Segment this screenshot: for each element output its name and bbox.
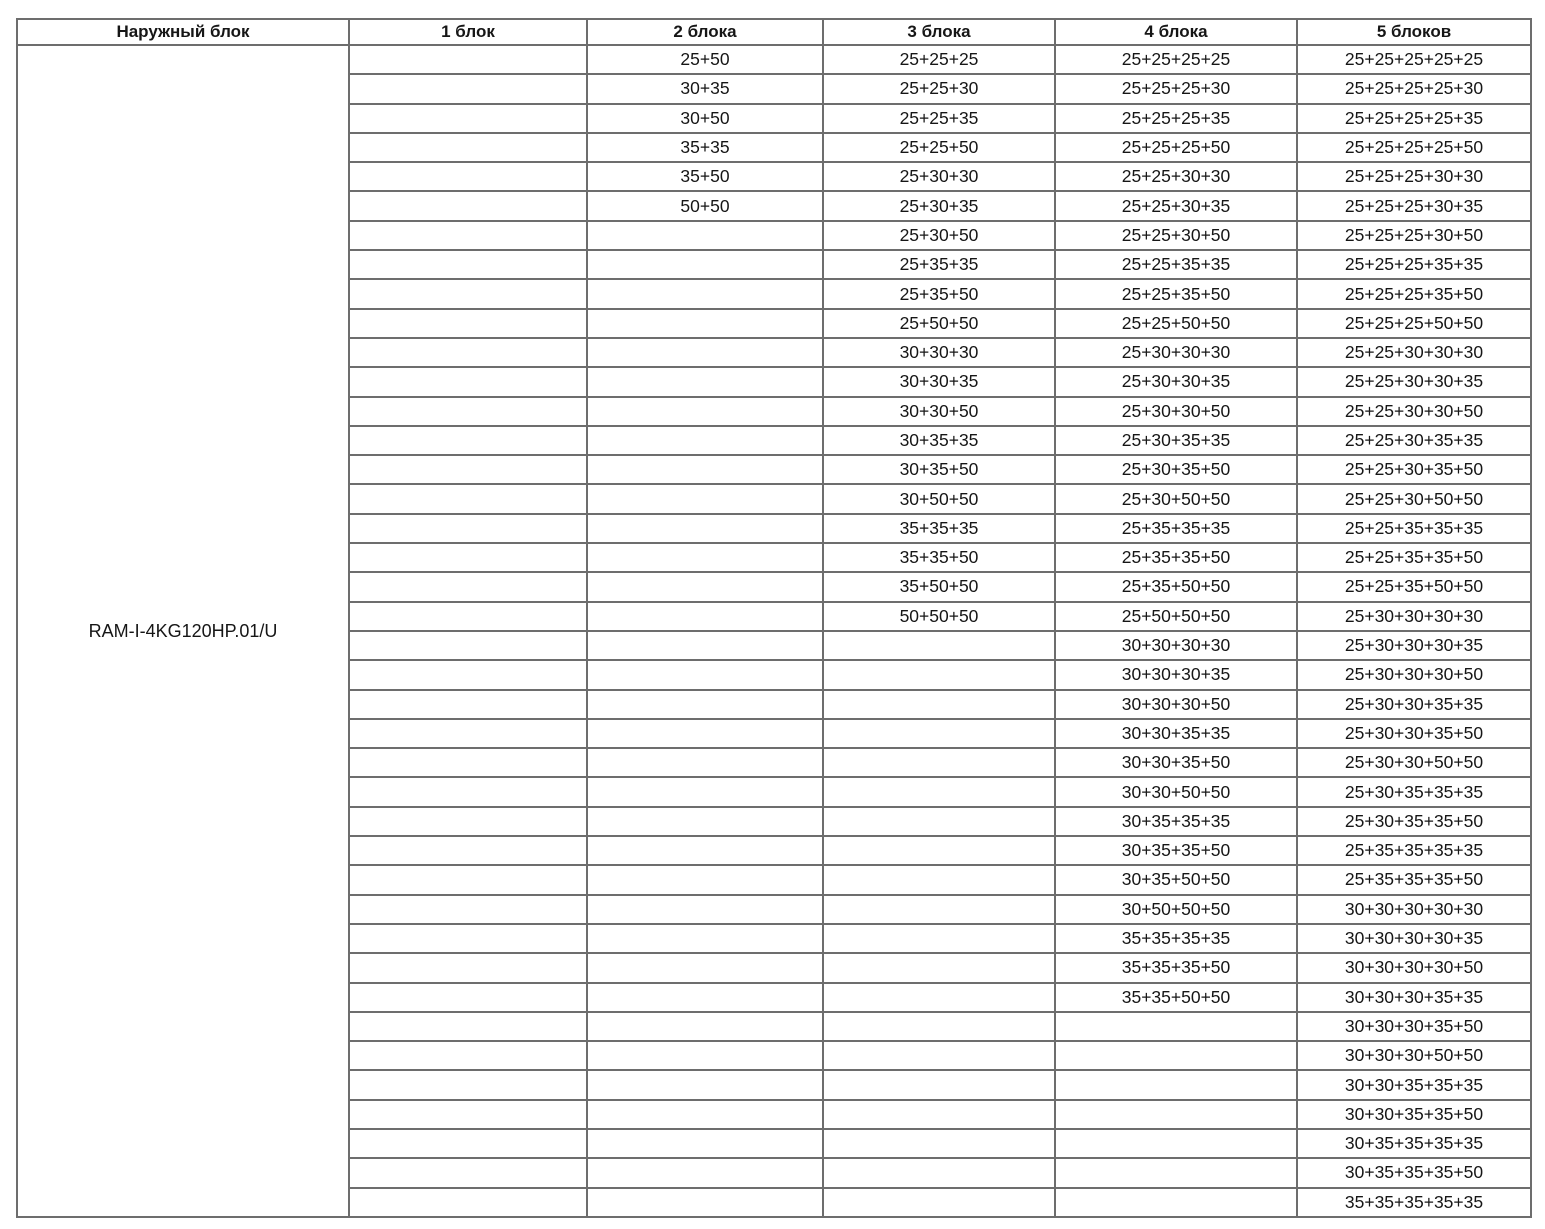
combination-cell [349, 983, 587, 1012]
combination-cell: 25+25+25+30+30 [1297, 162, 1531, 191]
combination-cell: 25+30+30+50 [1055, 397, 1297, 426]
combination-cell [587, 807, 823, 836]
combination-cell [1055, 1158, 1297, 1187]
combination-cell: 25+25+50 [823, 133, 1055, 162]
combination-cell: 30+30+30+35+35 [1297, 983, 1531, 1012]
combination-cell: 25+35+50+50 [1055, 572, 1297, 601]
combination-cell: 35+35+35+35 [1055, 924, 1297, 953]
combination-cell: 30+30+30+35 [1055, 660, 1297, 689]
combination-cell [587, 1012, 823, 1041]
combination-cell: 35+35+35 [823, 514, 1055, 543]
combination-cell [349, 631, 587, 660]
combination-cell [587, 895, 823, 924]
combination-cell [1055, 1100, 1297, 1129]
combination-cell [349, 748, 587, 777]
combination-cell: 25+30+30+30+50 [1297, 660, 1531, 689]
combination-cell: 25+50+50 [823, 309, 1055, 338]
combination-cell [823, 719, 1055, 748]
combination-cell: 25+35+35+50 [1055, 543, 1297, 572]
combination-cell: 25+50 [587, 45, 823, 74]
combination-cell [349, 1041, 587, 1070]
combination-cell [349, 924, 587, 953]
combination-cell [587, 953, 823, 982]
combination-cell: 30+30+35+35+35 [1297, 1070, 1531, 1099]
combination-cell: 30+50+50+50 [1055, 895, 1297, 924]
combination-cell: 25+35+50 [823, 279, 1055, 308]
header-3-blocks: 3 блока [823, 19, 1055, 45]
combination-cell [587, 983, 823, 1012]
combination-cell [587, 719, 823, 748]
combination-cell [1055, 1012, 1297, 1041]
combination-cell [349, 162, 587, 191]
combination-cell [587, 777, 823, 806]
combination-cell [823, 1012, 1055, 1041]
combination-cell [823, 690, 1055, 719]
combination-cell [349, 1188, 587, 1217]
combination-cell: 25+25+25+30+50 [1297, 221, 1531, 250]
combination-cell: 25+25+35+50+50 [1297, 572, 1531, 601]
combination-cell: 30+50 [587, 104, 823, 133]
combination-cell: 30+30+30+30+50 [1297, 953, 1531, 982]
header-5-blocks: 5 блоков [1297, 19, 1531, 45]
combination-cell: 30+30+50+50 [1055, 777, 1297, 806]
combination-cell: 35+50 [587, 162, 823, 191]
table-row [17, 45, 1531, 74]
combination-cell: 25+35+35 [823, 250, 1055, 279]
combination-cell: 25+30+30 [823, 162, 1055, 191]
combination-cell [587, 602, 823, 631]
header-1-block: 1 блок [349, 19, 587, 45]
combination-cell [587, 924, 823, 953]
combination-cell [823, 1070, 1055, 1099]
combination-cell: 25+30+30+30 [1055, 338, 1297, 367]
combination-cell: 25+30+30+30+30 [1297, 602, 1531, 631]
combination-cell: 25+25+25+50+50 [1297, 309, 1531, 338]
combination-cell [587, 426, 823, 455]
combination-cell: 30+30+35+35 [1055, 719, 1297, 748]
combination-cell: 30+35 [587, 74, 823, 103]
combination-cell [349, 455, 587, 484]
combination-cell [587, 748, 823, 777]
combination-cell [823, 1100, 1055, 1129]
combination-cell [1055, 1041, 1297, 1070]
combination-cell: 35+50+50 [823, 572, 1055, 601]
combination-cell: 25+25+35 [823, 104, 1055, 133]
combination-cell: 30+35+35+35+50 [1297, 1158, 1531, 1187]
combination-cell [587, 1188, 823, 1217]
combination-cell: 30+30+30 [823, 338, 1055, 367]
combination-cell [349, 397, 587, 426]
combination-cell: 25+25+25+25+25 [1297, 45, 1531, 74]
combination-cell: 25+25+30+30+30 [1297, 338, 1531, 367]
combination-cell: 25+25+30+30+50 [1297, 397, 1531, 426]
combination-cell: 25+25+30+50 [1055, 221, 1297, 250]
combination-cell: 35+35 [587, 133, 823, 162]
header-outdoor-unit: Наружный блок [17, 19, 349, 45]
combination-cell: 25+25+30+35+35 [1297, 426, 1531, 455]
combination-cell: 25+30+50 [823, 221, 1055, 250]
combination-cell [349, 836, 587, 865]
combination-cell: 25+30+35+35+35 [1297, 777, 1531, 806]
combination-cell: 25+25+35+35+50 [1297, 543, 1531, 572]
combination-cell: 25+25+25+25+50 [1297, 133, 1531, 162]
combination-cell: 25+50+50+50 [1055, 602, 1297, 631]
combination-cell: 30+35+35+50 [1055, 836, 1297, 865]
combination-cell [587, 1041, 823, 1070]
combination-cell [587, 631, 823, 660]
combination-cell [349, 338, 587, 367]
combination-cell: 25+35+35+35+50 [1297, 865, 1531, 894]
combination-cell [823, 748, 1055, 777]
combination-cell: 25+30+30+35+50 [1297, 719, 1531, 748]
combination-cell [823, 1158, 1055, 1187]
combination-cell: 25+25+25+35 [1055, 104, 1297, 133]
combination-cell: 25+25+35+35+35 [1297, 514, 1531, 543]
combination-cell [349, 133, 587, 162]
combination-cell [587, 865, 823, 894]
combination-cell [587, 484, 823, 513]
combination-cell: 25+25+30+50+50 [1297, 484, 1531, 513]
combination-cell: 30+30+30+30+30 [1297, 895, 1531, 924]
combination-cell [587, 572, 823, 601]
combination-cell [349, 426, 587, 455]
combination-cell [587, 455, 823, 484]
combination-cell: 25+35+35+35 [1055, 514, 1297, 543]
combination-cell [587, 660, 823, 689]
combination-cell [587, 250, 823, 279]
combination-cell [349, 602, 587, 631]
combination-cell: 25+25+30 [823, 74, 1055, 103]
combination-cell: 30+30+30+30+35 [1297, 924, 1531, 953]
combination-cell [823, 836, 1055, 865]
combination-cell: 25+30+35+50 [1055, 455, 1297, 484]
combination-cell [349, 572, 587, 601]
combination-cell: 35+35+35+35+35 [1297, 1188, 1531, 1217]
combination-cell [1055, 1129, 1297, 1158]
combination-cell: 30+30+30+30 [1055, 631, 1297, 660]
combination-cell [349, 953, 587, 982]
combination-cell [349, 719, 587, 748]
header-row [17, 19, 1531, 45]
combination-cell [1055, 1070, 1297, 1099]
combination-cell [349, 690, 587, 719]
combination-cell [349, 191, 587, 220]
combination-cell: 30+30+50 [823, 397, 1055, 426]
combination-cell [349, 45, 587, 74]
combination-cell [349, 1158, 587, 1187]
combination-cell [349, 279, 587, 308]
combination-cell [823, 1129, 1055, 1158]
combination-cell [349, 1070, 587, 1099]
combination-cell: 25+30+35+35 [1055, 426, 1297, 455]
table-header [17, 19, 1531, 45]
combination-cell [823, 983, 1055, 1012]
combination-cell: 50+50 [587, 191, 823, 220]
combination-cell [349, 1100, 587, 1129]
combination-cell [587, 1070, 823, 1099]
combination-cell: 25+25+25+35+35 [1297, 250, 1531, 279]
combination-cell [587, 1158, 823, 1187]
combination-cell: 25+30+30+30+35 [1297, 631, 1531, 660]
combination-cell: 25+25+25+35+50 [1297, 279, 1531, 308]
combination-cell [587, 397, 823, 426]
combination-cell [587, 309, 823, 338]
combination-cell [349, 895, 587, 924]
combination-cell: 25+30+30+35+35 [1297, 690, 1531, 719]
combination-cell: 25+25+30+35 [1055, 191, 1297, 220]
combination-cell: 30+30+35 [823, 367, 1055, 396]
combination-cell: 25+25+35+50 [1055, 279, 1297, 308]
combination-cell [349, 807, 587, 836]
combination-cell: 25+25+25+30+35 [1297, 191, 1531, 220]
combination-cell: 35+35+50 [823, 543, 1055, 572]
combination-cell: 30+30+30+35+50 [1297, 1012, 1531, 1041]
combination-cell: 25+25+35+35 [1055, 250, 1297, 279]
combination-cell: 25+25+25 [823, 45, 1055, 74]
combination-cell [587, 1129, 823, 1158]
combination-cell [587, 279, 823, 308]
combination-cell: 30+35+35+35 [1055, 807, 1297, 836]
combination-cell [349, 1012, 587, 1041]
combination-cell [1055, 1188, 1297, 1217]
combination-cell: 30+50+50 [823, 484, 1055, 513]
header-4-blocks: 4 блока [1055, 19, 1297, 45]
combination-cell [349, 777, 587, 806]
combination-cell [349, 104, 587, 133]
combination-cell: 30+35+50+50 [1055, 865, 1297, 894]
combination-cell [587, 514, 823, 543]
combination-cell: 25+25+25+25+35 [1297, 104, 1531, 133]
combination-cell [349, 660, 587, 689]
combination-cell: 25+25+25+25 [1055, 45, 1297, 74]
combination-cell: 30+35+35+35+35 [1297, 1129, 1531, 1158]
combination-cell: 25+25+30+30 [1055, 162, 1297, 191]
combination-cell [587, 690, 823, 719]
combination-cell: 30+35+35 [823, 426, 1055, 455]
combination-cell: 25+30+30+35 [1055, 367, 1297, 396]
combination-cell: 25+25+25+30 [1055, 74, 1297, 103]
combination-cell [349, 1129, 587, 1158]
combination-cell [587, 338, 823, 367]
table-body [17, 45, 1531, 1217]
combination-cell: 50+50+50 [823, 602, 1055, 631]
combination-cell [587, 367, 823, 396]
combination-cell: 25+30+35+35+50 [1297, 807, 1531, 836]
combination-cell: 35+35+35+50 [1055, 953, 1297, 982]
combination-cell: 30+30+30+50+50 [1297, 1041, 1531, 1070]
combination-cell [823, 1041, 1055, 1070]
combination-cell [823, 865, 1055, 894]
combination-cell [823, 631, 1055, 660]
combination-cell [823, 924, 1055, 953]
combination-cell [349, 484, 587, 513]
combination-cell [823, 895, 1055, 924]
combination-cell [587, 543, 823, 572]
header-2-blocks: 2 блока [587, 19, 823, 45]
combination-cell [349, 309, 587, 338]
combination-cell [823, 1188, 1055, 1217]
combination-cell: 30+30+30+50 [1055, 690, 1297, 719]
combination-cell [349, 74, 587, 103]
combination-cell [349, 865, 587, 894]
combination-cell: 25+30+50+50 [1055, 484, 1297, 513]
combination-cell [587, 1100, 823, 1129]
combination-cell [349, 514, 587, 543]
combination-cell [823, 777, 1055, 806]
combination-cell: 25+25+25+50 [1055, 133, 1297, 162]
outdoor-unit-combinations-table [16, 18, 1532, 1218]
outdoor-unit-model-cell: RAM-I-4KG120HP.01/U [17, 45, 349, 1217]
combination-cell [587, 836, 823, 865]
combination-cell: 25+30+30+50+50 [1297, 748, 1531, 777]
combination-cell [349, 543, 587, 572]
combination-cell: 30+30+35+35+50 [1297, 1100, 1531, 1129]
combination-cell [349, 367, 587, 396]
combination-cell: 25+25+50+50 [1055, 309, 1297, 338]
combination-cell [823, 953, 1055, 982]
combination-cell: 25+25+30+30+35 [1297, 367, 1531, 396]
combination-cell: 25+25+30+35+50 [1297, 455, 1531, 484]
combination-cell: 25+25+25+25+30 [1297, 74, 1531, 103]
combination-cell [587, 221, 823, 250]
combination-cell [349, 250, 587, 279]
combination-cell [823, 660, 1055, 689]
combination-cell [823, 807, 1055, 836]
combination-cell: 30+35+50 [823, 455, 1055, 484]
combination-cell: 25+30+35 [823, 191, 1055, 220]
combination-cell: 25+35+35+35+35 [1297, 836, 1531, 865]
combination-cell [349, 221, 587, 250]
combination-cell: 30+30+35+50 [1055, 748, 1297, 777]
combination-cell: 35+35+50+50 [1055, 983, 1297, 1012]
